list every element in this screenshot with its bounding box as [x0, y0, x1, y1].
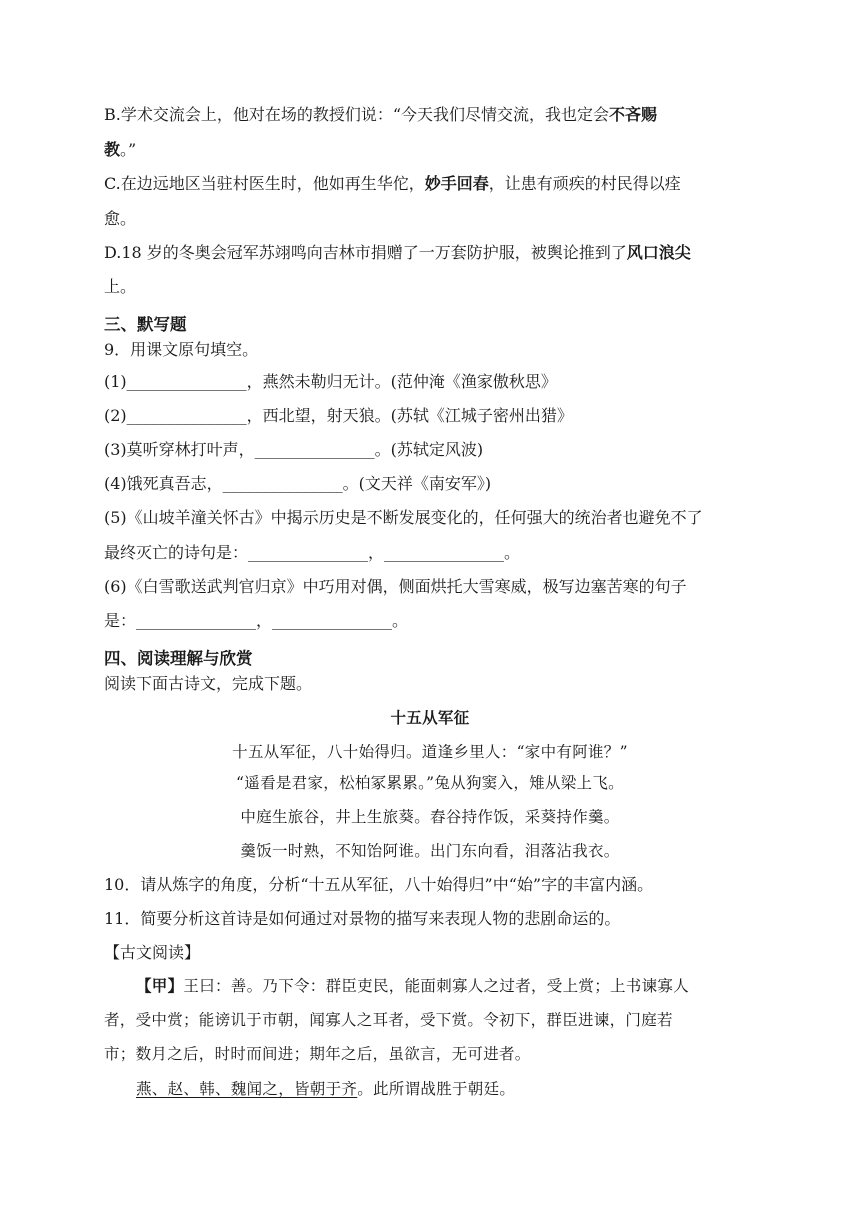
poem-line-2: “遥看是君家，松柏冢累累。”兔从狗窦入，雉从梁上飞。 — [236, 774, 624, 792]
option-b-cont-bold: 教 — [104, 140, 121, 159]
fill-item-6-cont: 是：_______________，_______________。 — [104, 611, 409, 630]
option-d-cont: 上。 — [104, 277, 137, 296]
option-d-bold: 风口浪尖 — [626, 243, 691, 262]
jia-line-3: 市；数月之后，时时而间进；期年之后，虽欲言，无可进者。 — [104, 1045, 531, 1063]
question-9: 9．用课文原句填空。 — [104, 340, 259, 359]
section3-heading: 三、默写题 — [104, 315, 187, 334]
section4-heading: 四、阅读理解与欣赏 — [104, 649, 253, 668]
jia-line-2: 者，受中赏；能谤讥于市朝，闻寡人之耳者，受下赏。令初下，群臣进谏，门庭若 — [104, 1011, 673, 1029]
fill-item-5-cont: 最终灭亡的诗句是：_______________，_______________。 — [104, 543, 521, 562]
question-10: 10．请从炼字的角度，分析“十五从军征，八十始得归”中“始”字的丰富内涵。 — [104, 875, 654, 894]
last-line-text: 。此所谓战胜于朝廷。 — [357, 1080, 516, 1098]
option-c — [104, 173, 681, 195]
option-b-bold: 不吝赐 — [609, 105, 658, 124]
classical-label: 【古文阅读】 — [104, 943, 201, 962]
fill-item-5: (5)《山坡羊潼关怀古》中揭示历史是不断发展变化的，任何强大的统治者也避免不了 — [104, 508, 703, 527]
underlined-sentence: 燕、赵、韩、魏闻之，皆朝于齐 — [136, 1080, 358, 1098]
jia-text-1: 王曰：善。乃下令：群臣吏民，能面刺寡人之过者，受上赏；上书谏寡人 — [183, 977, 690, 995]
option-c-bold: 妙手回春 — [424, 174, 489, 193]
question-11: 11．简要分析这首诗是如何通过对景物的描写来表现人物的悲剧命运的。 — [104, 909, 621, 928]
jia-line-1 — [136, 975, 689, 997]
option-b-cont-text: 。” — [120, 140, 137, 159]
poem-line-3: 中庭生旅谷，井上生旅葵。舂谷持作饭，采葵持作羹。 — [240, 808, 620, 826]
jia-label: 【甲】 — [136, 977, 184, 995]
last-line — [136, 1078, 515, 1100]
option-d — [104, 242, 691, 264]
option-d-text: D.18 岁的冬奥会冠军苏翊鸣向吉林市捐赠了一万套防护服，被舆论推到了 — [104, 243, 627, 262]
option-c-text: C.在边远地区当驻村医生时，他如再生华佗， — [104, 174, 425, 193]
option-b-cont — [104, 139, 136, 161]
poem-line-1: 十五从军征，八十始得归。道逢乡里人：“家中有阿谁？” — [232, 743, 628, 761]
fill-item-3: (3)莫听穿林打叶声，_______________。(苏轼定风波) — [104, 440, 484, 459]
option-c-cont: 愈。 — [104, 209, 137, 228]
option-b-text: B.学术交流会上，他对在场的教授们说：“今天我们尽情交流，我也定会 — [104, 105, 610, 124]
option-c-text-post: ，让患有顽疾的村民得以痊 — [488, 174, 681, 193]
fill-item-1: (1)_______________，燕然未勒归无计。(范仲淹《渔家傲秋思》 — [104, 372, 557, 391]
reading-intro: 阅读下面古诗文，完成下题。 — [104, 674, 313, 693]
poem-line-4: 羹饭一时熟，不知饴阿谁。出门东向看，泪落沾我衣。 — [240, 842, 620, 860]
fill-item-2: (2)_______________，西北望，射天狼。(苏轼《江城子密州出猎》 — [104, 406, 573, 425]
fill-item-6: (6)《白雪歌送武判官归京》中巧用对偶，侧面烘托大雪寒威，极写边塞苦寒的句子 — [104, 577, 687, 596]
poem-title: 十五从军征 — [390, 708, 470, 727]
fill-item-4: (4)饿死真吾志，_______________。(文天祥《南安军》) — [104, 474, 492, 493]
option-b — [104, 104, 657, 126]
